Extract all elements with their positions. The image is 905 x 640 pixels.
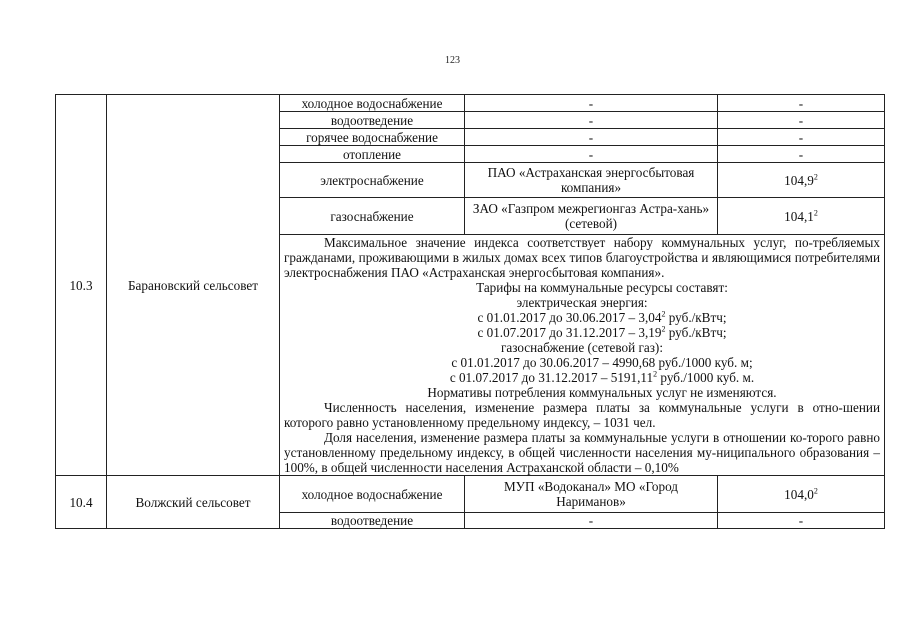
footnote-mark: 2 [653, 369, 658, 379]
tariff-unit: руб./кВтч; [665, 325, 727, 340]
settlement-name: Барановский сельсовет [107, 95, 280, 476]
row-number: 10.3 [56, 95, 107, 476]
index-value: 104,9 [784, 172, 814, 188]
table-row [56, 95, 885, 112]
tariff-line [284, 370, 880, 385]
gas-heading: газоснабжение (сетевой газ): [500, 340, 663, 355]
index-cell [718, 476, 885, 513]
electric-heading: электрическая энергия: [516, 295, 648, 310]
tariffs-heading: Тарифы на коммунальные ресурсы составят: [476, 280, 728, 295]
index-cell: - [718, 129, 885, 146]
provider-cell: - [465, 112, 718, 129]
service-cell: водоотведение [280, 112, 465, 129]
settlement-name: Волжский сельсовет [107, 476, 280, 529]
footnote-mark: 2 [661, 309, 666, 319]
index-value: 104,0 [784, 486, 814, 502]
footnote-mark: 2 [661, 324, 666, 334]
tariff-line: с 01.01.2017 до 30.06.2017 – 4990,68 руб./1000 куб. м; [451, 355, 753, 370]
notes-cell [280, 235, 885, 476]
table-row [56, 476, 885, 513]
service-cell: холодное водоснабжение [280, 95, 465, 112]
footnote-mark: 2 [813, 172, 818, 182]
index-cell: - [718, 95, 885, 112]
tariff-unit: руб./кВтч; [665, 310, 727, 325]
index-cell: - [718, 513, 885, 529]
service-cell: электроснабжение [280, 163, 465, 198]
index-cell [718, 198, 885, 235]
page-number: 123 [445, 55, 460, 66]
provider-cell: - [465, 146, 718, 163]
service-cell: водоотведение [280, 513, 465, 529]
tariff-table [55, 94, 885, 529]
provider-cell: МУП «Водоканал» МО «Город Нариманов» [465, 476, 718, 513]
tariff-line [284, 310, 880, 325]
tariff-text: с 01.01.2017 до 30.06.2017 – 3,04 [477, 310, 662, 325]
tariff-text: с 01.07.2017 до 31.12.2017 – 3,19 [477, 325, 662, 340]
index-value: 104,1 [784, 208, 814, 224]
tariff-line [284, 325, 880, 340]
index-cell: - [718, 146, 885, 163]
service-cell: газоснабжение [280, 198, 465, 235]
population-paragraph: Численность населения, изменение размера платы за коммунальные услуги в отно-шении которого равно установленному предельному индексу, – 1031 чел. [284, 400, 880, 430]
footnote-mark: 2 [813, 486, 818, 496]
provider-cell: ЗАО «Газпром межрегионгаз Астра-хань» (сетевой) [465, 198, 718, 235]
share-paragraph: Доля населения, изменение размера платы за коммунальные услуги в отношении ко-торого равно установленному предельному индексу, в общей численности населения му-ниципального образования – 100%, в общей численности населения Астраханской области – 0,10% [284, 430, 880, 475]
row-number: 10.4 [56, 476, 107, 529]
max-index-paragraph: Максимальное значение индекса соответствует набору коммунальных услуг, по-требляемых гражданами, проживающими в жилых домах всех типов благоустройства и являющимися потребителями электроснабжения ПАО «Астраханская энергосбытовая компания». [284, 235, 880, 280]
service-cell: холодное водоснабжение [280, 476, 465, 513]
service-cell: отопление [280, 146, 465, 163]
provider-cell: - [465, 129, 718, 146]
provider-cell: - [465, 95, 718, 112]
index-cell: - [718, 112, 885, 129]
index-cell [718, 163, 885, 198]
provider-cell: - [465, 513, 718, 529]
tariff-text: с 01.07.2017 до 31.12.2017 – 5191,11 [449, 370, 654, 385]
provider-cell: ПАО «Астраханская энергосбытовая компания» [465, 163, 718, 198]
footnote-mark: 2 [813, 208, 818, 218]
service-cell: горячее водоснабжение [280, 129, 465, 146]
tariff-unit: руб./1000 куб. м. [657, 370, 755, 385]
norms-paragraph: Нормативы потребления коммунальных услуг не изменяются. [427, 385, 777, 400]
